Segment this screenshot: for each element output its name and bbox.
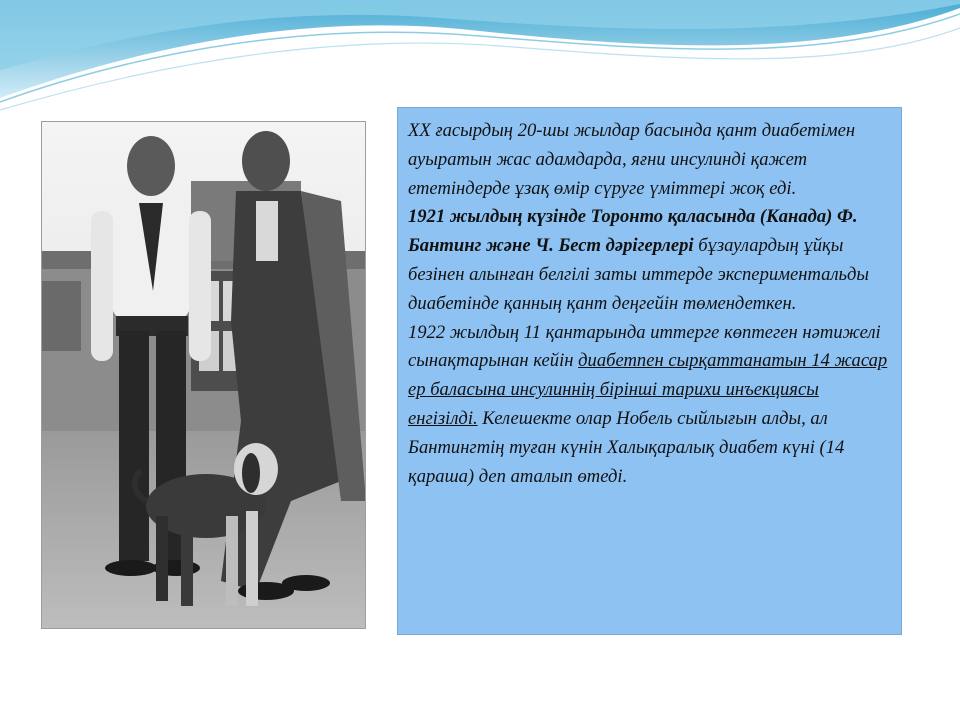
paragraph-3-segment-3: Келешекте олар Нобель сыйлығын алды, ал Бантингтің туған күнін Халықаралық диабет күні (14 қараша) деп аталып өтеді. [408,407,845,487]
paragraph-2-segment-2: бұзаулардың ұйқы безінен алынған белгілі заты иттерде экспериментальды диабетінде қанның қант деңгейін төмендеткен. [408,235,870,314]
paragraph-3 [408,319,891,492]
paragraph-2 [408,203,891,318]
text-box [397,107,902,635]
historical-photo [41,121,366,629]
paragraph-1-segment-1: XX ғасырдың 20-шы жылдар басында қант диабетімен ауыратын жас адамдарда, яғни инсулинді қажет ететіндерде ұзақ өмір сүруге үміттері жоқ еді. [408,120,856,199]
paragraph-3-segment-2: диабетпен сырқаттанатын 14 жасар ер баласына инсулиннің бірінші тарихи инъекциясы енгізілді. [408,350,888,429]
paragraph-3-segment-1: 1922 жылдың 11 қантарында иттерге көптеген нәтижелі сынақтарынан кейін [408,321,881,372]
paragraph-2-segment-1: 1921 жылдың күзінде Торонто қаласында (Канада) Ф. Бантинг және Ч. Бест дәрігерлері [408,206,858,257]
decorative-waves [0,0,960,120]
paragraph-1 [408,117,891,203]
